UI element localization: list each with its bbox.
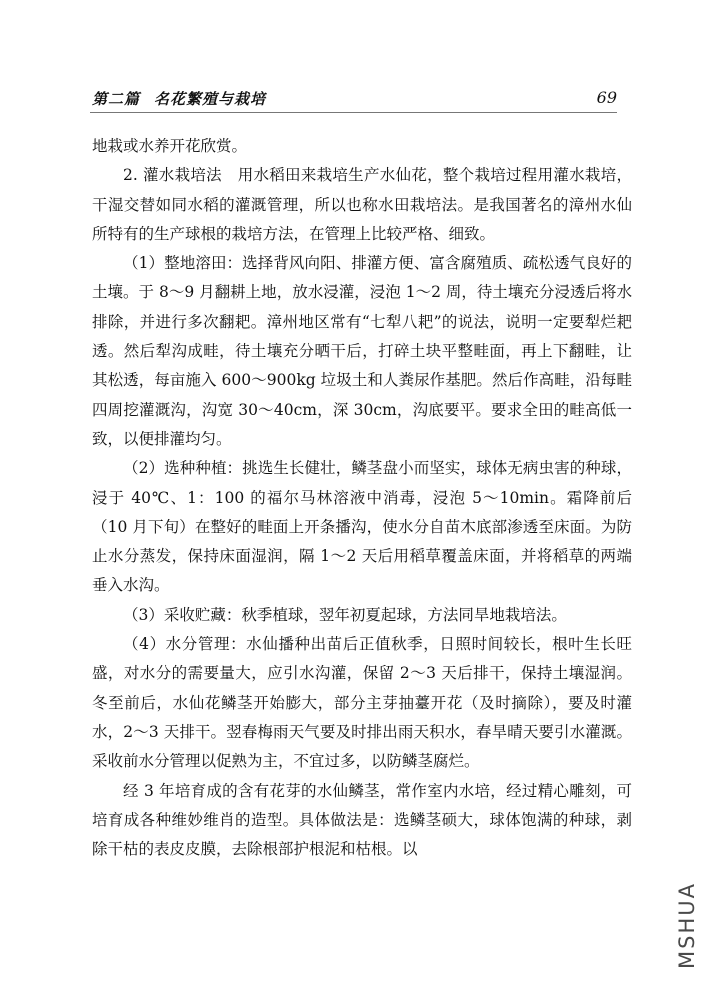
page-number: 69 (596, 88, 617, 107)
body-text (92, 132, 632, 864)
header-title: 名花繁殖与栽培 (154, 90, 267, 108)
paragraph: （1）整地溶田：选择背风向阳、排灌方便、富含腐殖质、疏松透气良好的土壤。于 8～9 月翻耕上地，放水浸灌，浸泡 1～2 周，待土壤充分浸透后将水排除，并进行多次翻耙。漳州地区常有“七犁八耙”的说法，说明一定要犁烂耙透。然后犁沟成畦，待土壤充分晒干后，打碎土块平整畦面，再上下翻畦，让其松透，每亩施入 600～900kg 垃圾土和人粪尿作基肥。然后作高畦，沿每畦四周挖灌溉沟，沟宽 30～40cm，深 30cm，沟底要平。要求全田的畦高低一致，以便排灌均匀。 (92, 254, 632, 448)
header-part: 第二篇 (92, 90, 141, 108)
paragraph: 地栽或水养开花欣赏。 (92, 137, 248, 155)
running-header (92, 88, 617, 112)
paragraph: （4）水分管理：水仙播种出苗后正值秋季，日照时间较长，根叶生长旺盛，对水分的需要量大，应引水沟灌，保留 2～3 天后排干，保持土壤湿润。冬至前后，水仙花鳞茎开始膨大，部分主芽抽薹开花（及时摘除），要及时灌水，2～3 天排干。翌春梅雨天气要及时排出雨天积水，春旱晴天要引水灌溉。采收前水分管理以促熟为主，不宜过多，以防鳞茎腐烂。 (92, 635, 632, 771)
paragraph: （3）采收贮藏：秋季植球，翌年初夏起球，方法同旱地栽培法。 (123, 605, 567, 624)
paragraph: （2）选种种植：挑选生长健壮，鳞茎盘小而坚实，球体无病虫害的种球，浸于 40℃、1：100 的福尔马林溶液中消毒，浸泡 5～10min。霜降前后（10 月下旬）在整好的畦面上开条播沟，使水分自苗木底部渗透至床面。为防止水分蒸发，保持床面湿润，隔 1～2 天后用稻草覆盖床面，并将稻草的两端垂入水沟。 (92, 459, 632, 595)
paragraph: 经 3 年培育成的含有花芽的水仙鳞茎，常作室内水培，经过精心雕刻，可培育成各种维妙维肖的造型。具体做法是：选鳞茎硕大，球体饱满的种球，剥除干枯的表皮皮膜，去除根部护根泥和枯根。以 (92, 781, 632, 859)
header-title-group (92, 88, 266, 109)
watermark: MSHUA (675, 882, 699, 969)
header-rule (90, 112, 617, 113)
paragraph: 2. 灌水栽培法 用水稻田来栽培生产水仙花，整个栽培过程用灌水栽培，干湿交替如同水稻的灌溉管理，所以也称水田栽培法。是我国著名的漳州水仙所特有的生产球根的栽培方法，在管理上比较严格、细致。 (92, 166, 632, 243)
